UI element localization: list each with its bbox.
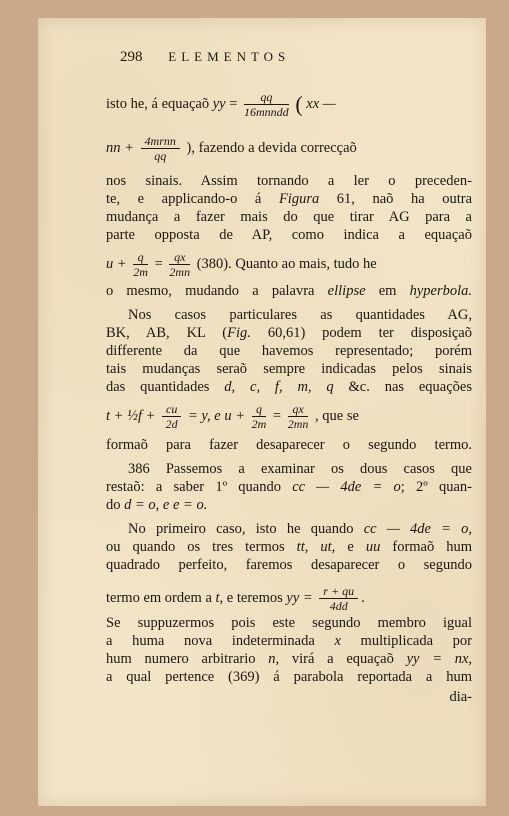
text-line-2 — [106, 134, 472, 163]
text-line-4: te, e applicando-o á Figura 61, naõ ha outra — [106, 191, 473, 207]
math-var: yy — [212, 95, 226, 112]
text-line-7: u + $\frac{q}{2m}$ = $\frac{qx}{2mn}$ (380). Quanto ao mais, tudo he — [106, 250, 377, 279]
text-line-18: do d = o, e e = o. — [106, 497, 208, 513]
text-line-3: nos sinais. Assim tornando a ler o preceden- — [106, 173, 472, 189]
math-expr: xx — — [306, 95, 336, 112]
text-line-15: formaõ para fazer desaparecer o segundo termo. — [106, 437, 472, 453]
text-line-25: hum numero arbitrario n, virá a equaçaõ yy = nx, — [106, 651, 473, 667]
text-line-5: mudança a fazer mais do que tirar AG para a — [106, 209, 472, 225]
text-line-21: quadrado perfeito, faremos desaparecer o segundo — [106, 557, 472, 573]
fraction: $\frac{qx}{2mn}$ — [169, 250, 191, 279]
running-head: ELEMENTOS — [168, 49, 291, 64]
fraction: $\frac{qq}{\text{16mnndd}}$ — [244, 90, 289, 119]
line-text: isto he, á equaçaõ — [106, 95, 210, 112]
page-number: 298 — [120, 49, 143, 65]
text-line-17: restaõ: a saber 1º quando cc — 4de = o; 2º quan- — [106, 479, 472, 495]
text-line-14: t + ½f + $\frac{cu}{2d}$ = y, e u + $\frac{q}{2m}$ = $\frac{qx}{2mn}$ , que se — [106, 402, 359, 431]
text-line-9: Nos casos particulares as quantidades AG, — [128, 307, 472, 323]
fraction: $\frac{qx}{2mn}$ — [287, 402, 309, 431]
text-line-24: a huma nova indeterminada x multiplicada por — [106, 633, 473, 649]
text-line-12: tais mudanças seraõ sempre indicadas pelos sinais — [106, 361, 472, 377]
fraction: $\frac{cu}{2d}$ — [162, 402, 181, 431]
catchword: dia- — [449, 689, 472, 705]
text-line-26: a qual pertence (369) á parabola reportada a hum — [106, 669, 472, 685]
text-line-10: BK, AB, KL (Fig. 60,61) podem ter disposiçaõ — [106, 325, 472, 341]
text-line-22: termo em ordem a t, e teremos yy = $\frac{r + qu}{4dd}$ . — [106, 584, 365, 613]
fraction: $\frac{r + qu}{4dd}$ — [319, 584, 358, 613]
text-line-13: das quantidades d, c, f, m, q &c. nas equações — [106, 379, 473, 395]
page-header — [120, 48, 486, 66]
fraction: $\frac{q}{2m}$ — [251, 402, 267, 431]
text-line-6: parte opposta de AP, como indica a equaçaõ — [106, 227, 472, 243]
text-line-11: differente da que havemos representado; porém — [106, 343, 472, 359]
math-expr: nn + — [106, 139, 134, 156]
text-line-20: ou quando os tres termos tt, ut, e uu formaõ hum — [106, 539, 473, 555]
text-line-19: No primeiro caso, isto he quando cc — 4de = o, — [128, 521, 472, 537]
fraction: $\frac{\text{4mrnn}}{qq}$ — [141, 134, 180, 163]
text-line-23: Se suppuzermos pois este segundo membro igual — [106, 615, 472, 631]
open-paren: ( — [295, 91, 303, 117]
text-line-8: o mesmo, mudando a palavra ellipse em hyperbola. — [106, 283, 473, 299]
math-eq: = — [229, 95, 238, 112]
fraction: $\frac{q}{2m}$ — [133, 250, 148, 279]
line-text: ), fazendo a devida correcçaõ — [186, 139, 357, 156]
text-line-16: 386 Passemos a examinar os dous casos que — [128, 461, 472, 477]
text-line-1 — [106, 90, 472, 119]
